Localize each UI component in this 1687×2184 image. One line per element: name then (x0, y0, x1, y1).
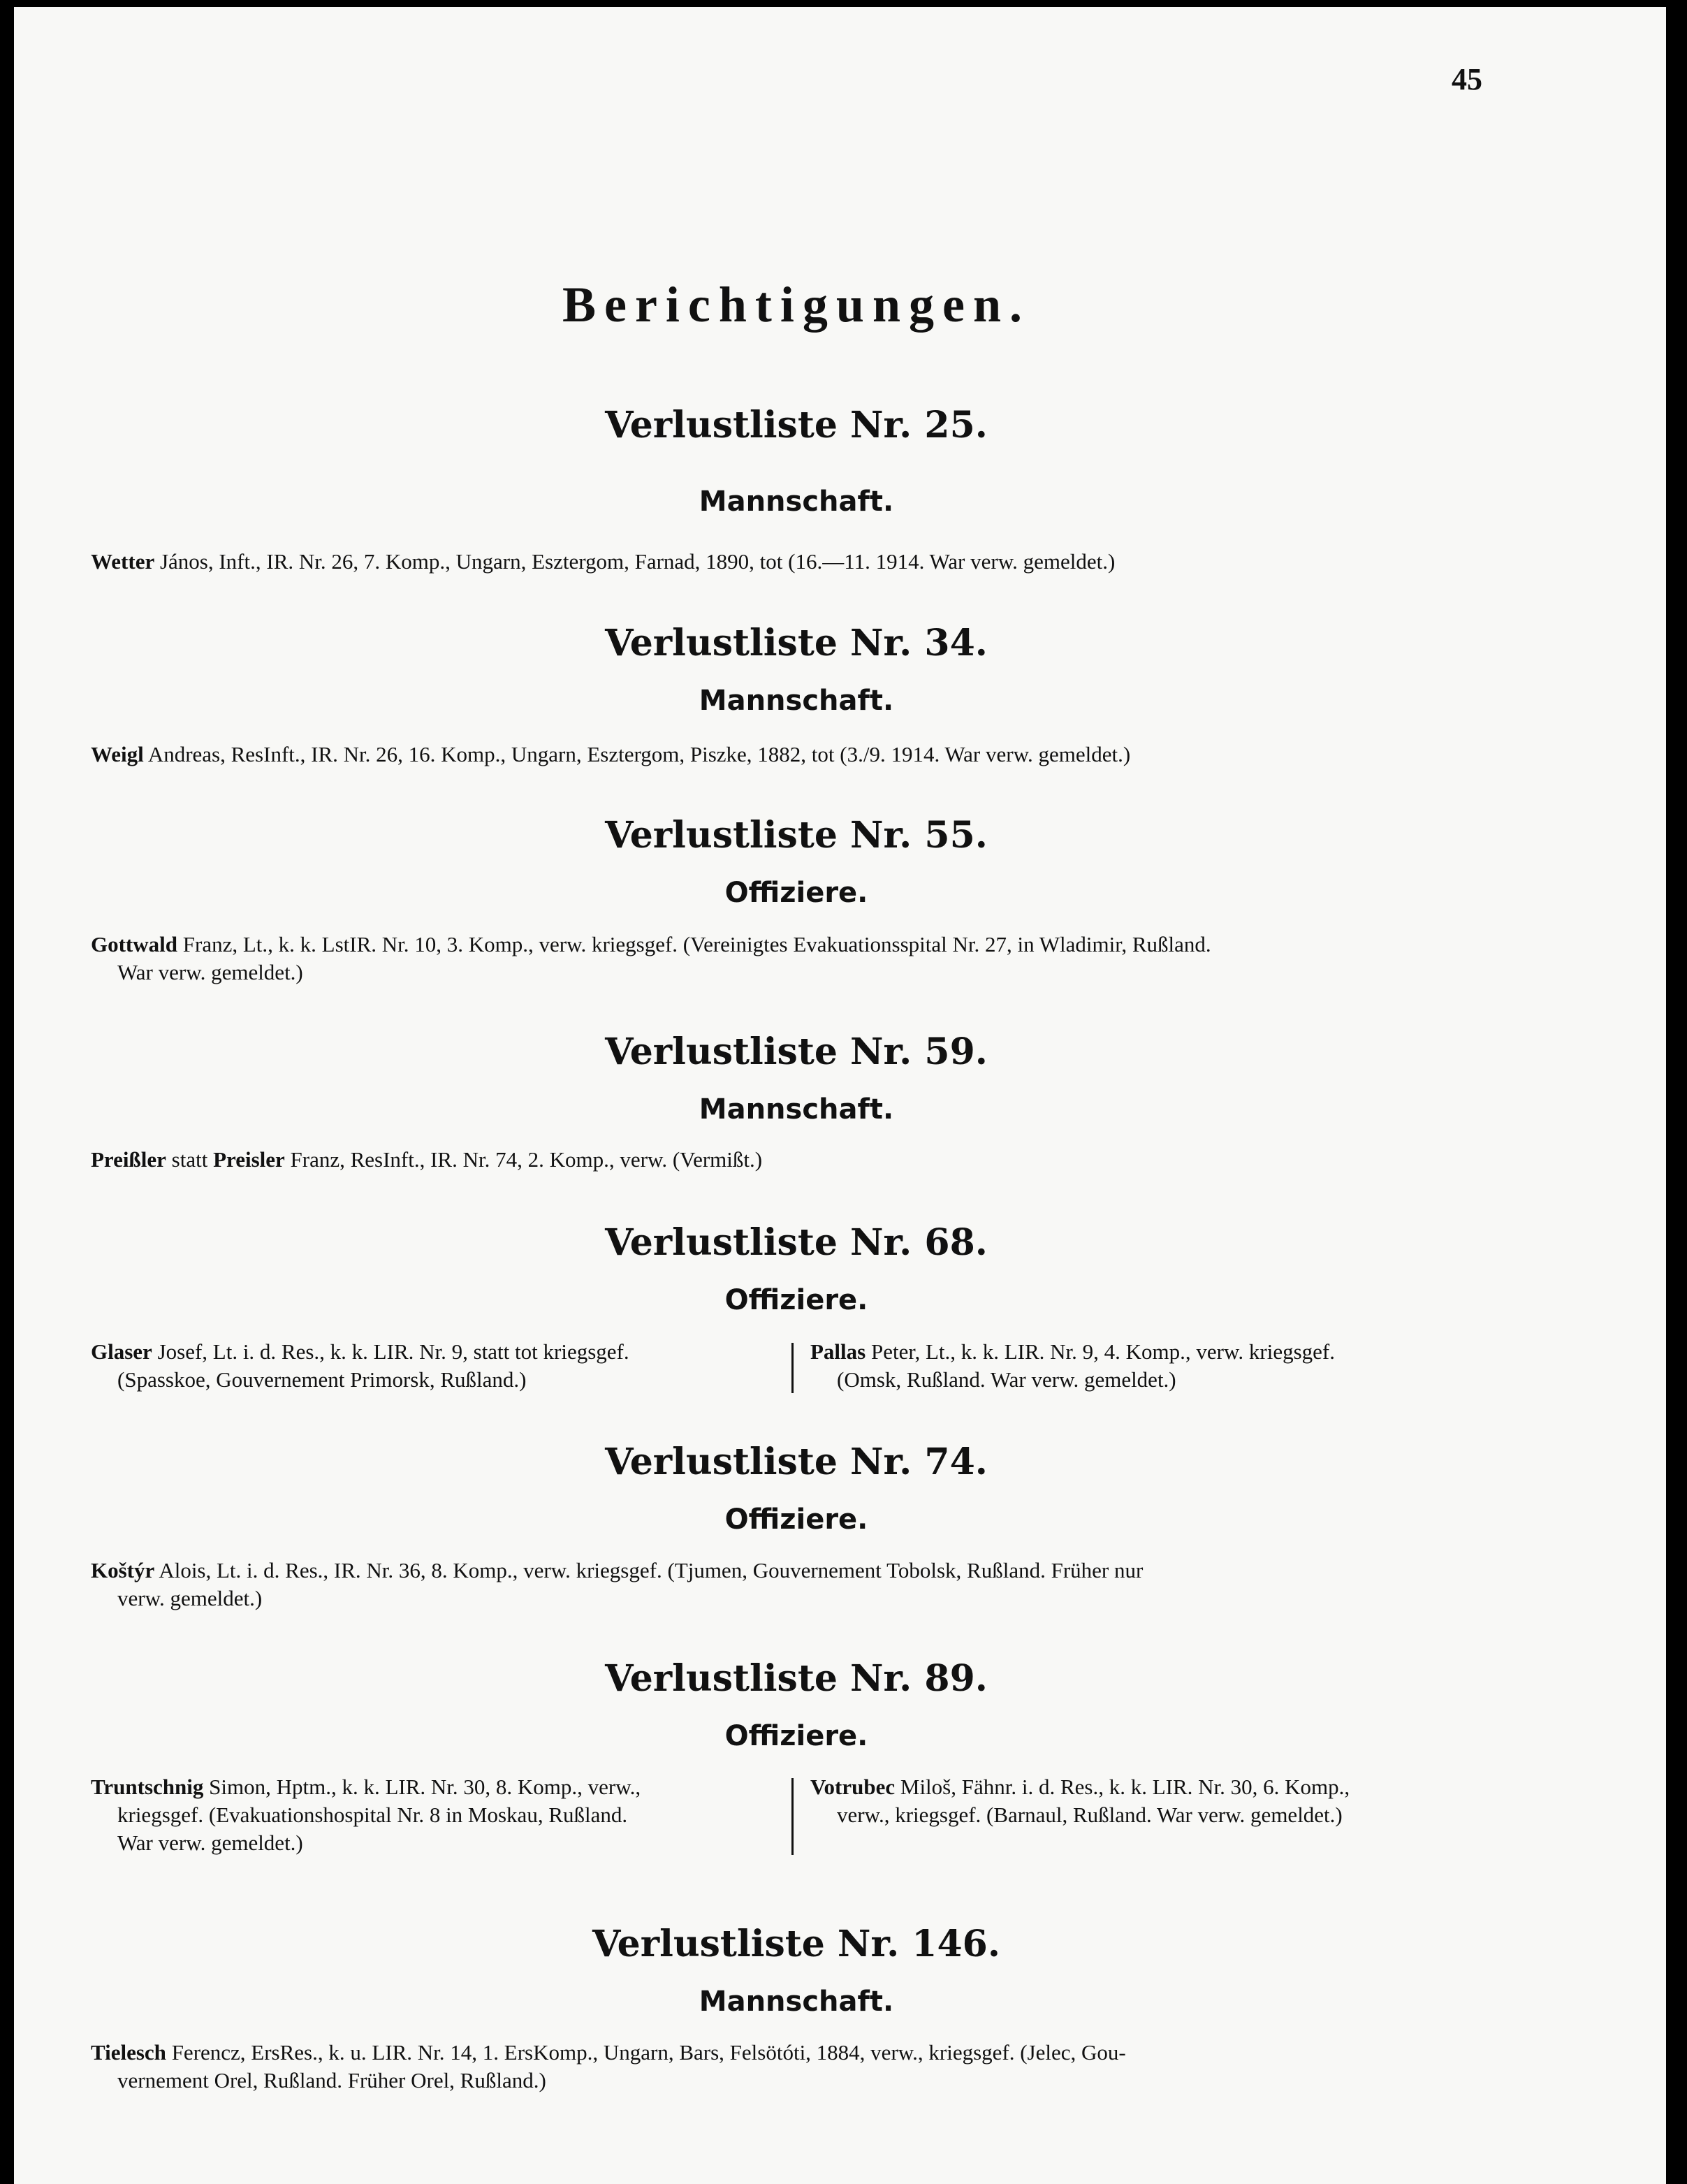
entry-continuation: War verw. gemeldet.) (117, 1830, 303, 1855)
entry-name: Tielesch (91, 2040, 166, 2065)
casualty-entry-right (810, 1338, 1502, 1394)
casualty-entry-right (810, 1773, 1502, 1829)
column-divider (791, 1343, 794, 1393)
section-heading: Verlustliste Nr. 68. (605, 1221, 988, 1264)
casualty-entry (91, 741, 1495, 769)
section-heading: Verlustliste Nr. 74. (605, 1441, 988, 1483)
entry-text: Simon, Hptm., k. k. LIR. Nr. 30, 8. Komp., verw., (209, 1775, 641, 1799)
entry-name: Weigl (91, 742, 144, 766)
entry-continuation: War verw. gemeldet.) (117, 960, 303, 984)
section-heading: Verlustliste Nr. 146. (592, 1923, 1000, 1965)
section-subheading: Mannschaft. (699, 1093, 894, 1126)
casualty-entry-left (91, 1338, 789, 1394)
section-subheading: Offiziere. (724, 877, 868, 909)
entry-continuation: kriegsgef. (Evakuationshospital Nr. 8 in Moskau, Rußland. (117, 1803, 628, 1827)
entry-text: Alois, Lt. i. d. Res., IR. Nr. 36, 8. Komp., verw. kriegsgef. (Tjumen, Gouvernement Tobolsk, Rußland. Früher nur (159, 1558, 1144, 1582)
page-title: Berichtigungen. (562, 277, 1030, 333)
entry-text: Josef, Lt. i. d. Res., k. k. LIR. Nr. 9, statt tot kriegsgef. (157, 1339, 629, 1364)
entry-name: Truntschnig (91, 1775, 204, 1799)
section-heading: Verlustliste Nr. 89. (605, 1657, 988, 1700)
entry-text: János, Inft., IR. Nr. 26, 7. Komp., Ungarn, Esztergom, Farnad, 1890, tot (16.—11. 1914. War verw. gemeldet.) (159, 549, 1116, 574)
entry-continuation: (Omsk, Rußland. War verw. gemeldet.) (837, 1367, 1176, 1392)
entry-text: Andreas, ResInft., IR. Nr. 26, 16. Komp., Ungarn, Esztergom, Piszke, 1882, tot (3./9. 1914. War verw. gemeldet.) (147, 742, 1131, 766)
section-subheading: Offiziere. (724, 1504, 868, 1536)
column-divider (791, 1778, 794, 1855)
entry-name: Glaser (91, 1339, 152, 1364)
entry-name: Gottwald (91, 932, 177, 956)
entry-name-alt: Preisler (213, 1147, 285, 1172)
section-heading: Verlustliste Nr. 55. (605, 814, 988, 857)
entry-continuation: verw. gemeldet.) (117, 1586, 263, 1610)
entry-name: Wetter (91, 549, 155, 574)
casualty-entry (91, 548, 1495, 576)
section-heading: Verlustliste Nr. 59. (605, 1031, 988, 1073)
entry-continuation: (Spasskoe, Gouvernement Primorsk, Rußland.) (117, 1367, 527, 1392)
entry-text: Peter, Lt., k. k. LIR. Nr. 9, 4. Komp., verw. kriegsgef. (870, 1339, 1335, 1364)
entry-text: Franz, ResInft., IR. Nr. 74, 2. Komp., verw. (Vermißt.) (290, 1147, 763, 1172)
section-heading: Verlustliste Nr. 25. (605, 404, 988, 446)
entry-name: Pallas (810, 1339, 866, 1364)
section-subheading: Mannschaft. (699, 1986, 894, 2018)
entry-name: Koštýr (91, 1558, 155, 1582)
entry-text: Ferencz, ErsRes., k. u. LIR. Nr. 14, 1. ErsKomp., Ungarn, Bars, Felsötóti, 1884, verw., kriegsgef. (Jelec, Gou- (171, 2040, 1126, 2065)
casualty-entry (91, 2039, 1495, 2095)
section-subheading: Mannschaft. (699, 685, 894, 717)
entry-text: Miloš, Fähnr. i. d. Res., k. k. LIR. Nr. 30, 6. Komp., (900, 1775, 1350, 1799)
entry-text: statt (171, 1147, 208, 1172)
casualty-entry (91, 931, 1495, 987)
casualty-entry-left (91, 1773, 789, 1857)
entry-name: Votrubec (810, 1775, 896, 1799)
casualty-entry (91, 1146, 1495, 1174)
section-subheading: Offiziere. (724, 1284, 868, 1316)
page-number: 45 (1452, 62, 1482, 96)
casualty-entry (91, 1557, 1495, 1612)
entry-continuation: verw., kriegsgef. (Barnaul, Rußland. War verw. gemeldet.) (837, 1803, 1343, 1827)
entry-name: Preißler (91, 1147, 166, 1172)
document-page (14, 7, 1666, 2184)
entry-text: Franz, Lt., k. k. LstIR. Nr. 10, 3. Komp., verw. kriegsgef. (Vereinigtes Evakuationsspital Nr. 27, in Wladimir, Rußland. (182, 932, 1211, 956)
section-subheading: Offiziere. (724, 1720, 868, 1752)
section-subheading: Mannschaft. (699, 486, 894, 518)
section-heading: Verlustliste Nr. 34. (605, 622, 988, 664)
entry-continuation: vernement Orel, Rußland. Früher Orel, Rußland.) (117, 2068, 546, 2092)
